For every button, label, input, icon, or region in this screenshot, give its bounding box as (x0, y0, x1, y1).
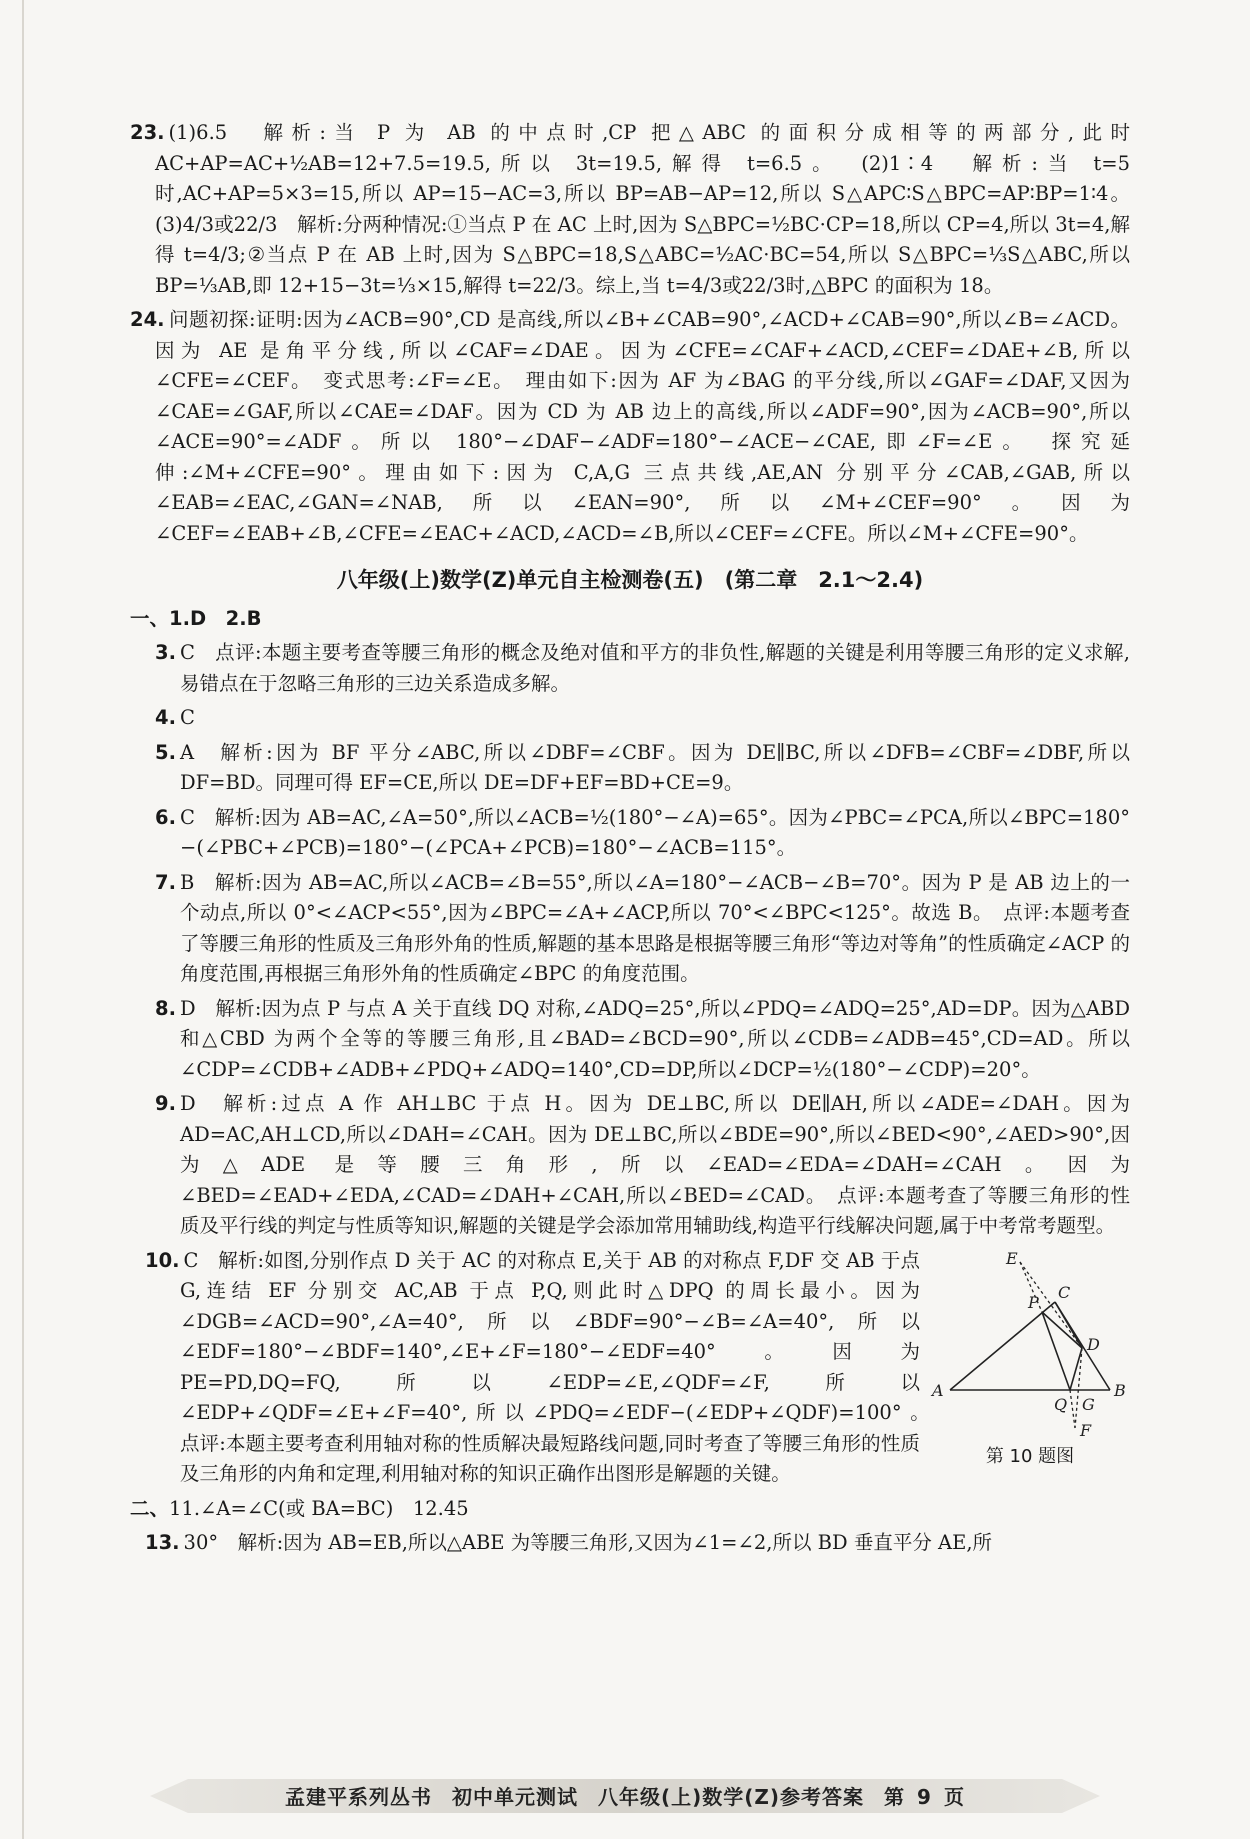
footer-page-prefix: 第 (884, 1784, 906, 1809)
question-number: 3. (155, 641, 176, 664)
label-Q: Q (1054, 1394, 1068, 1414)
label-C: C (1058, 1282, 1071, 1302)
label-E: E (1006, 1249, 1018, 1268)
answer-4 (130, 703, 1130, 734)
answer-text: D 解析:过点 A 作 AH⊥BC 于点 H。因为 DE⊥BC,所以 DE∥AH,所以∠ADE=∠DAH。因为 AD=AC,AH⊥CD,所以∠DAH=∠CAH。因为 DE⊥BC,所以∠BDE=90°,所以∠BED<90°,∠AED>90°,因为△ADE 是等腰三角形,所以∠EAD=∠EDA=∠DAH=∠CAH。因为∠BED=∠EAD+∠EDA,∠CAD=∠DAH+∠CAH,所以∠BED=∠CAD。 点评:本题考查了等腰三角形的性质及平行线的判定与性质等知识,解题的关键是学会添加常用辅助线,构造平行线解决问题,属于中考常考题型。 (179, 1092, 1130, 1237)
question-number: 24. (130, 308, 165, 331)
question-number: 13. (145, 1531, 180, 1554)
section-title: 八年级(上)数学(Z)单元自主检测卷(五) (第二章 2.1～2.4) (336, 568, 924, 592)
part-label: 二、 (130, 1496, 170, 1520)
answer-text: 30° 解析:因为 AB=EB,所以△ABE 为等腰三角形,又因为∠1=∠2,所以 BD 垂直平分 AE,所 (183, 1531, 993, 1554)
answer-text: 1.D 2.B (169, 606, 262, 630)
answer-8 (130, 994, 1130, 1086)
segment-QD (1070, 1348, 1082, 1390)
answer-7 (130, 868, 1130, 990)
question-number: 23. (130, 121, 165, 144)
footer-subject: 八年级(上)数学(Z)参考答案 (597, 1784, 865, 1809)
question-number: 6. (155, 805, 176, 829)
answer-24 (130, 305, 1130, 549)
answer-text: B 解析:因为 AB=AC,所以∠ACB=∠B=55°,所以∠A=180°−∠ACB−∠B=70°。因为 P 是 AB 边上的一个动点,所以 0°<∠ACP<55°,因为∠BPC=∠A+∠ACP,所以 70°<∠BPC<125°。故选 B。 点评:本题考查了等腰三角形的性质及三角形外角的性质,解题的基本思路是根据等腰三角形“等边对等角”的性质确定∠ACP 的角度范围,再根据三角形外角的性质确定∠BPC 的角度范围。 (179, 870, 1130, 985)
figure-10 (930, 1246, 1130, 1494)
answer-text: C 点评:本题主要考查等腰三角形的概念及绝对值和平方的非负性,解题的关键是利用等腰三角形的定义求解,易错点在于忽略三角形的三边关系造成多解。 (179, 641, 1130, 695)
label-D: D (1087, 1334, 1100, 1354)
answer-13 (130, 1528, 1130, 1559)
question-number: 9. (155, 1092, 176, 1115)
answer-text: C 解析:因为 AB=AC,∠A=50°,所以∠ACB=½(180°−∠A)=65°。因为∠PBC=∠PCA,所以∠BPC=180°−(∠PBC+∠PCB)=180°−(∠PCA+∠PCB)=180°−∠ACB=115°。 (179, 805, 1130, 859)
answer-text: C (179, 706, 195, 729)
answer-10-row (130, 1246, 1130, 1494)
answer-text: (1)6.5 解析:当 P 为 AB 的中点时,CP 把△ABC 的面积分成相等的两部分,此时 AC+AP=AC+½AB=12+7.5=19.5,所以 3t=19.5,解得 t=6.5。 (2)1∶4 解析:当 t=5 时,AC+AP=5×3=15,所以 AP=15−AC=3,所以 BP=AB−AP=12,所以 S△APC∶S△BPC=AP∶BP=1∶4。(3)4/3或22/3 解析:分两种情况:①当点 P 在 AC 上时,因为 S△BPC=½BC·CP=18,所以 CP=4,所以 3t=4,解得 t=4/3;②当点 P 在 AB 上时,因为 S△BPC=18,S△ABC=½AC·BC=54,所以 S△BPC=⅓S△ABC,所以 BP=⅓AB,即 12+15−3t=⅓×15,解得 t=22/3。综上,当 t=4/3或22/3时,△BPC 的面积为 18。 (155, 121, 1130, 297)
geometry-diagram (930, 1250, 1130, 1440)
label-F: F (1080, 1420, 1092, 1440)
page-footer (150, 1771, 1100, 1819)
question-number: 10. (145, 1248, 180, 1272)
answer-3 (130, 638, 1130, 699)
dashed-QF (1070, 1390, 1075, 1428)
part-label: 一、 (130, 606, 170, 630)
footer-series: 孟建平系列丛书 (285, 1784, 433, 1809)
figure-caption: 第 10 题图 (985, 1445, 1075, 1467)
footer-page-number: 9 (917, 1784, 932, 1809)
footer-page-suffix: 页 (943, 1784, 965, 1809)
label-A: A (932, 1380, 944, 1400)
label-G: G (1082, 1394, 1095, 1414)
segment-CD (1055, 1302, 1082, 1348)
answer-9 (130, 1089, 1130, 1242)
footer-book: 初中单元测试 (452, 1784, 579, 1809)
answer-1-2 (130, 604, 1130, 635)
question-number: 5. (155, 740, 176, 764)
answer-10 (130, 1246, 940, 1490)
question-number: 8. (155, 996, 176, 1020)
question-number: 4. (155, 706, 176, 729)
answer-23 (130, 118, 1130, 301)
footer-text (279, 1781, 971, 1810)
page-fold-line (22, 0, 24, 1839)
answer-5 (130, 738, 1130, 799)
answer-text: C 解析:如图,分别作点 D 关于 AC 的对称点 E,关于 AB 的对称点 F,DF 交 AB 于点 G,连结 EF 分别交 AC,AB 于点 P,Q,则此时△DPQ 的周长最小。因为∠DGB=∠ACD=90°,∠A=40°,所以∠BDF=90°−∠B=∠A=40°,所以∠EDF=180°−∠BDF=140°,∠E+∠F=180°−∠EDF=40°。因为 PE=PD,DQ=FQ,所以∠EDP=∠E,∠QDF=∠F,所以∠EDP+∠QDF=∠E+∠F=40°,所以∠PDQ=∠EDF−(∠EDP+∠QDF)=100°。 点评:本题主要考查利用轴对称的性质解决最短路线问题,同时考查了等腰三角形的性质及三角形的内角和定理,利用轴对称的知识正确作出图形是解题的关键。 (180, 1248, 940, 1485)
segment-AC (950, 1302, 1055, 1390)
answer-content (130, 118, 1130, 1563)
answer-text: 问题初探:证明:因为∠ACB=90°,CD 是高线,所以∠B+∠CAB=90°,∠ACD+∠CAB=90°,所以∠B=∠ACD。因为 AE 是角平分线,所以∠CAF=∠DAE。因为∠CFE=∠CAF+∠ACD,∠CEF=∠DAE+∠B,所以∠CFE=∠CEF。 变式思考:∠F=∠E。 理由如下:因为 AF 为∠BAG 的平分线,所以∠GAF=∠DAF,又因为∠CAE=∠GAF,所以∠CAE=∠DAF。因为 CD 为 AB 边上的高线,所以∠ADF=90°,因为∠ACB=90°,所以∠ACE=90°=∠ADF。所以 180°−∠DAF−∠ADF=180°−∠ACE−∠CAE,即∠F=∠E。 探究延伸:∠M+∠CFE=90°。理由如下:因为 C,A,G 三点共线,AE,AN 分别平分∠CAB,∠GAB,所以∠EAB=∠EAC,∠GAN=∠NAB,所以∠EAN=90°,所以∠M+∠CEF=90°。因为∠CEF=∠EAB+∠B,∠CFE=∠EAC+∠ACD,∠ACD=∠B,所以∠CEF=∠CFE。所以∠M+∠CFE=90°。 (155, 308, 1130, 545)
label-P: P (1028, 1292, 1039, 1312)
answer-text: 11.∠A=∠C(或 BA=BC) 12.45 (169, 1496, 469, 1520)
answer-text: D 解析:因为点 P 与点 A 关于直线 DQ 对称,∠ADQ=25°,所以∠PDQ=∠ADQ=25°,AD=DP。因为△ABD 和△CBD 为两个全等的等腰三角形,且∠BAD=∠BCD=90°,所以∠CDB=∠ADB=45°,CD=AD。所以∠CDP=∠CDB+∠ADB+∠PDQ+∠ADQ=140°,CD=DP,所以∠DCP=½(180°−∠CDP)=20°。 (179, 996, 1130, 1081)
answer-6 (130, 803, 1130, 864)
label-B: B (1114, 1380, 1126, 1400)
answer-text: A 解析:因为 BF 平分∠ABC,所以∠DBF=∠CBF。因为 DE∥BC,所以∠DFB=∠CBF=∠DBF,所以 DF=BD。同理可得 EF=CE,所以 DE=DF+EF=BD+CE=9。 (179, 740, 1130, 794)
question-number: 7. (155, 870, 176, 894)
answer-11-12 (130, 1494, 1130, 1525)
